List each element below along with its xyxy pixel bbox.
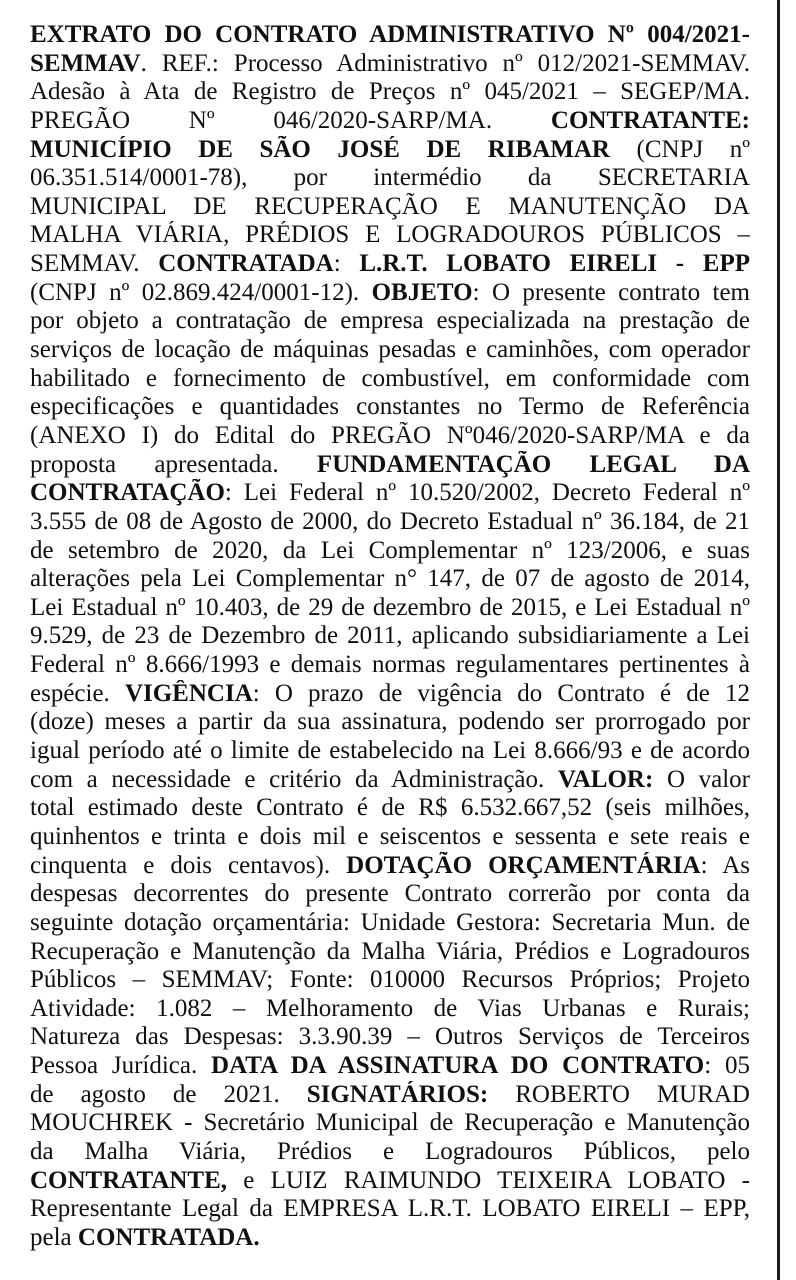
text-line — [30, 21, 750, 50]
bold-text-segment: DATA DA ASSINATURA DO CONTRATO — [211, 1052, 705, 1080]
text-line — [30, 1195, 750, 1224]
text-segment: Pessoa Jurídica. — [30, 1052, 212, 1080]
bold-text-segment: OBJETO — [371, 278, 473, 306]
text-segment: pela — [30, 1223, 78, 1251]
bold-text-segment: CONTRATAÇÃO — [30, 479, 225, 507]
text-segment: 06.351.514/0001-78), por intermédio da SECRETARIA — [30, 164, 750, 192]
text-segment: MOUCHREK - Secretário Municipal de Recuperação e Manutenção — [30, 1109, 750, 1137]
text-segment: Públicos – SEMMAV; Fonte: 010000 Recursos Próprios; Projeto — [30, 966, 750, 994]
text-line — [30, 1109, 750, 1138]
text-segment: SEMMAV. — [30, 250, 159, 278]
bold-text-segment: L.R.T. LOBATO EIRELI - EPP — [359, 250, 750, 278]
bold-text-segment: VALOR: — [557, 765, 654, 793]
text-segment: . REF.: Processo Administrativo nº 012/2021-SEMMAV. — [140, 49, 750, 77]
text-line — [30, 680, 750, 709]
text-line — [30, 565, 750, 594]
text-line — [30, 1023, 750, 1052]
text-line — [30, 1052, 750, 1081]
text-segment: despesas decorrentes do presente Contrato correrão por conta da — [30, 880, 750, 908]
text-segment: quinhentos e trinta e dois mil e seiscentos e sessenta e sete reais e — [30, 822, 750, 850]
text-segment: 9.529, de 23 de Dezembro de 2011, aplicando subsidiariamente a Lei — [30, 622, 750, 650]
text-line — [30, 852, 750, 881]
text-line — [30, 1167, 750, 1196]
text-line — [30, 1224, 750, 1253]
text-segment: : As — [700, 851, 750, 879]
text-line — [30, 537, 750, 566]
bold-text-segment: CONTRATADA. — [77, 1223, 260, 1251]
text-line — [30, 880, 750, 909]
text-line — [30, 422, 750, 451]
text-line — [30, 766, 750, 795]
text-segment: O valor — [653, 765, 750, 793]
text-segment: MUNICIPAL DE RECUPERAÇÃO E MANUTENÇÃO DA — [30, 192, 750, 220]
text-segment: : O prazo de vigência do Contrato é de 12 — [252, 679, 750, 707]
text-line — [30, 365, 750, 394]
text-line — [30, 250, 750, 279]
text-line — [30, 336, 750, 365]
text-segment: proposta apresentada. — [30, 450, 317, 478]
bold-text-segment: VIGÊNCIA — [124, 679, 253, 707]
page-right-border-rule — [777, 0, 780, 1280]
text-segment: espécie. — [30, 679, 125, 707]
text-segment: de setembro de 2020, da Lei Complementar nº 123/2006, e suas — [30, 536, 750, 564]
text-segment: (CNPJ nº — [609, 135, 750, 163]
text-line — [30, 823, 750, 852]
text-segment: Lei Estadual nº 10.403, de 29 de dezembro de 2015, e Lei Estadual nº — [30, 593, 750, 621]
text-segment: 3.555 de 08 de Agosto de 2000, do Decreto Estadual nº 36.184, de 21 — [30, 507, 750, 535]
text-segment: Recuperação e Manutenção da Malha Viária, Prédios e Logradouros — [30, 937, 750, 965]
text-line — [30, 164, 750, 193]
text-line — [30, 909, 750, 938]
text-segment: de agosto de 2021. — [30, 1080, 307, 1108]
bold-text-segment: FUNDAMENTAÇÃO LEGAL DA — [316, 450, 750, 478]
text-segment: cinquenta e dois centavos). — [30, 851, 347, 879]
text-line — [30, 50, 750, 79]
text-segment: habilitado e fornecimento de combustível, em conformidade com — [30, 364, 750, 392]
text-line — [30, 938, 750, 967]
bold-text-segment: SEMMAV — [30, 49, 141, 77]
text-segment: : O presente contrato tem — [472, 278, 750, 306]
text-segment: MALHA VIÁRIA, PRÉDIOS E LOGRADOUROS PÚBLICOS – — [30, 221, 750, 249]
text-segment: ROBERTO MURAD — [488, 1080, 750, 1108]
text-segment: Representante Legal da EMPRESA L.R.T. LOBATO EIRELI – EPP, — [30, 1195, 750, 1223]
text-line — [30, 136, 750, 165]
text-line — [30, 737, 750, 766]
text-segment: total estimado deste Contrato é de R$ 6.532.667,52 (seis milhões, — [30, 794, 750, 822]
text-segment: Natureza das Despesas: 3.3.90.39 – Outros Serviços de Terceiros — [30, 1023, 750, 1051]
text-line — [30, 966, 750, 995]
text-line — [30, 1081, 750, 1110]
text-segment: (ANEXO I) do Edital do PREGÃO Nº046/2020-SARP/MA e da — [30, 421, 750, 449]
bold-text-segment: CONTRATANTE: — [550, 106, 750, 134]
text-line — [30, 479, 750, 508]
text-segment: : — [333, 250, 360, 278]
text-segment: (CNPJ nº 02.869.424/0001-12). — [30, 278, 372, 306]
text-segment: por objeto a contratação de empresa especializada na prestação de — [30, 307, 750, 335]
text-segment: serviços de locação de máquinas pesadas e caminhões, com operador — [30, 336, 750, 364]
text-line — [30, 193, 750, 222]
text-segment: PREGÃO Nº 046/2020-SARP/MA. — [30, 106, 551, 134]
bold-text-segment: DOTAÇÃO ORÇAMENTÁRIA — [346, 851, 701, 879]
text-segment: com a necessidade e critério da Administração. — [30, 765, 558, 793]
text-line — [30, 794, 750, 823]
text-line — [30, 307, 750, 336]
text-segment: : 05 — [704, 1052, 750, 1080]
text-line — [30, 107, 750, 136]
bold-text-segment: MUNICÍPIO DE SÃO JOSÉ DE RIBAMAR — [30, 135, 610, 163]
text-segment: especificações e quantidades constantes no Termo de Referência — [30, 393, 750, 421]
text-segment: Adesão à Ata de Registro de Preços nº 045/2021 – SEGEP/MA. — [30, 78, 750, 106]
text-line — [30, 622, 750, 651]
text-line — [30, 78, 750, 107]
text-segment: Federal nº 8.666/1993 e demais normas regulamentares pertinentes à — [30, 651, 750, 679]
text-segment: (doze) meses a partir da sua assinatura, podendo ser prorrogado por — [30, 708, 750, 736]
text-line — [30, 508, 750, 537]
contract-extract-text — [30, 21, 750, 1253]
bold-text-segment: SIGNATÁRIOS: — [306, 1080, 489, 1108]
text-line — [30, 451, 750, 480]
text-line — [30, 594, 750, 623]
text-segment: : Lei Federal nº 10.520/2002, Decreto Federal nº — [224, 479, 750, 507]
text-line — [30, 221, 750, 250]
bold-text-segment: EXTRATO DO CONTRATO ADMINISTRATIVO Nº 004/2021- — [30, 21, 750, 48]
text-line — [30, 1138, 750, 1167]
text-segment: alterações pela Lei Complementar n° 147, de 07 de agosto de 2014, — [30, 565, 750, 593]
text-segment: igual período até o limite de estabelecido na Lei 8.666/93 e de acordo — [30, 737, 750, 765]
text-line — [30, 651, 750, 680]
text-segment: e LUIZ RAIMUNDO TEIXEIRA LOBATO - — [227, 1166, 750, 1194]
text-line — [30, 708, 750, 737]
text-line — [30, 393, 750, 422]
bold-text-segment: CONTRATADA — [158, 250, 334, 278]
text-line — [30, 995, 750, 1024]
text-segment: seguinte dotação orçamentária: Unidade Gestora: Secretaria Mun. de — [30, 908, 750, 936]
bold-text-segment: CONTRATANTE, — [30, 1166, 228, 1194]
text-segment: Atividade: 1.082 – Melhoramento de Vias Urbanas e Rurais; — [30, 994, 750, 1022]
text-segment: da Malha Viária, Prédios e Logradouros Públicos, pelo — [30, 1137, 750, 1165]
text-line — [30, 279, 750, 308]
